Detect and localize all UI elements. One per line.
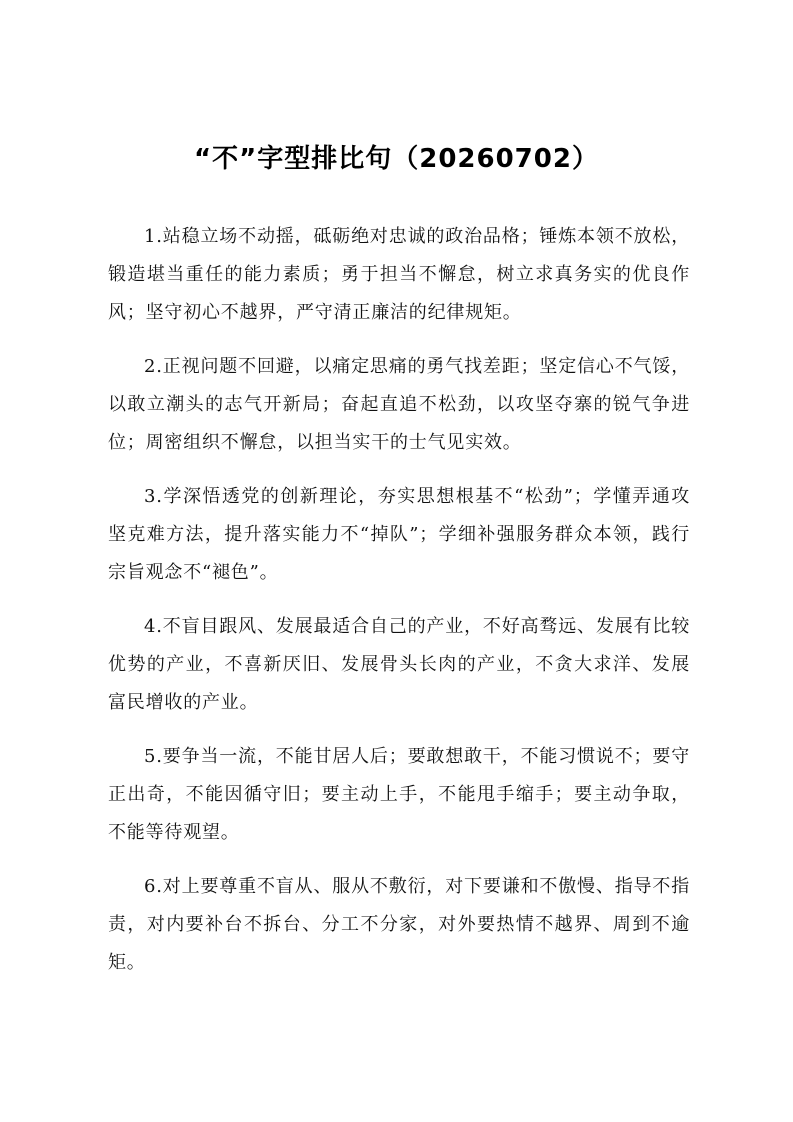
paragraph-1: 1.站稳立场不动摇，砥砺绝对忠诚的政治品格；锤炼本领不放松，锻造堪当重任的能力素质；勇于担当不懈怠，树立求真务实的优良作风；坚守初心不越界，严守清正廉洁的纪律规矩。	[108, 226, 690, 323]
paragraph-6: 6.对上要尊重不盲从、服从不敷衍，对下要谦和不傲慢、指导不指责，对内要补台不拆台、分工不分家，对外要热情不越界、周到不逾矩。	[108, 876, 690, 973]
document-body	[108, 218, 690, 998]
paragraph-4: 4.不盲目跟风、发展最适合自己的产业，不好高骛远、发展有比较优势的产业，不喜新厌旧、发展骨头长肉的产业，不贪大求洋、发展富民增收的产业。	[108, 616, 690, 713]
paragraph-2: 2.正视问题不回避，以痛定思痛的勇气找差距；坚定信心不气馁，以敢立潮头的志气开新局；奋起直追不松劲，以攻坚夺寨的锐气争进位；周密组织不懈怠，以担当实干的士气见实效。	[108, 356, 690, 453]
paragraph-3: 3.学深悟透党的创新理论，夯实思想根基不“松劲”；学懂弄通攻坚克难方法，提升落实能力不“掉队”；学细补强服务群众本领，践行宗旨观念不“褪色”。	[108, 486, 690, 583]
document-title: “不”字型排比句（20260702）	[194, 144, 599, 174]
paragraph-5: 5.要争当一流，不能甘居人后；要敢想敢干，不能习惯说不；要守正出奇，不能因循守旧；要主动上手，不能甩手缩手；要主动争取，不能等待观望。	[108, 746, 690, 843]
